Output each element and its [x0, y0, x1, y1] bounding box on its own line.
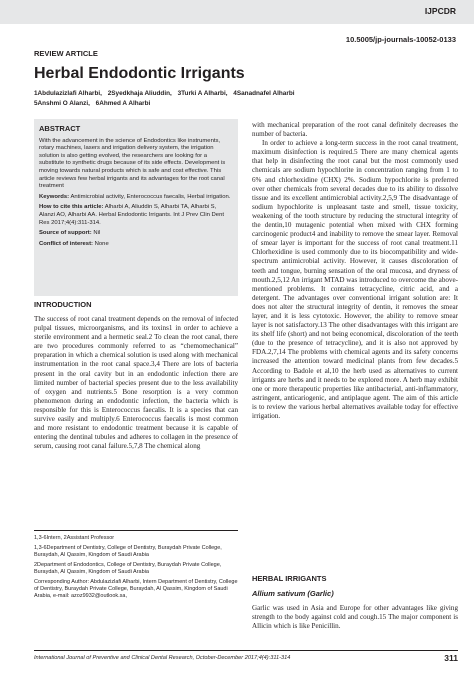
citation-text: Alharbi A, Aliuddin S, Alharbi TA, Alharbi S, Alanzi AO, Alharbi AA. Herbal Endodontic Irrigants. Int J Prev Clin Dent Res 2017;4(4):311-314.	[39, 204, 224, 226]
conflict-text: None	[94, 240, 109, 247]
article-title: Herbal Endodontic Irrigants	[34, 65, 245, 82]
footnote: 1,3-6Department of Dentistry, College of Dentistry, Buraydah Private College, Buraydah, Al Qassim, Kingdom of Saudi Arabia	[34, 545, 222, 558]
journal-abbreviation: IJPCDR	[424, 6, 456, 16]
support-label: Source of support:	[39, 230, 92, 237]
author: 3Turki A Alharbi,	[177, 90, 228, 97]
herbal-irrigants-heading: HERBAL IRRIGANTS	[252, 574, 327, 583]
header-band	[0, 0, 474, 24]
keywords	[39, 194, 233, 202]
abstract-body: With the advancement in the science of Endodontics like instruments, rotary machines, lasers and irrigation delivery system, the irrigation solution is also getting evolved, the researchers are looking for a substitute to synthetic drugs because of its side effects. Development is moving towards natural products which is safe and cost effective. This article reviews few herbal irrigants and its advantages for the root canal treatment	[39, 137, 226, 190]
support-text: Nil	[93, 230, 101, 237]
author: 1Abdulazizlafi Alharbi,	[34, 90, 102, 97]
footnote: 1,3-6Intern, 2Assistant Professor	[34, 535, 115, 541]
conflict-label: Conflict of interest:	[39, 240, 93, 247]
corresponding-author: Corresponding Author: Abdulazizlafi Alharbi, Intern Department of Dentistry, College of Dentistry, Buraydah Private College, Buraydah, Al Qassim, Kingdom of Saudi Arabia, e-mail: azoz9932@outlook.sa,	[34, 579, 238, 599]
paragraph: In order to achieve a long-term success in the root canal treatment, maximum disinfection is required.5 There are many chemical agents that help in disinfecting the root canal but the most commonly used chemicals are sodium hypochlorite in concentration ranging from 1 to 6% and chlorhexidine (CHX) 2%. Sodium hypochlorite is preferred over other chemicals from several decades due to its ability to dissolve tissue and its excellent antimicrobial activity.2,5,9 The disadvantage of sodium hypochlorite is unpleasant taste and smell, tissue toxicity, weakening of the tooth structure by reducing the structural integrity of the dentin,10 mutagenic potential when mixed with CHX forming carcinogenic product4 and inability to remove the smear layer. Removal of smear layer is important for the success of root canal treatment.11 Chlorhexidine is used commonly due to its biocompatibility and wide-spectrum antimicrobial activity. However, it causes discoloration of teeth and tongue, burning sensation of the oral mucosa, and dryness of mouth.2,5,12 An irrigant MTAD was introduced to overcome the above-mentioned problems. It contains tetracycline, citric acid, and a detergent. The advantages over conventional irrigant solution are: It does not alter the structural integrity of dentin, it removes the smear layer, and it is less cytotoxic. However, the ability to remove smear layer is not satisfactory.13 The other disadvantages with this irrigant are its shelf life (short) and not being economical, discoloration of the teeth (due to the presence of tetracycline), and it is also not approved by FDA.2,7,14 The problems with chemical agents and its safety concerns increased the attention toward medicinal plants from few decades.5 According to Badole et al,10 the herb used as alternatives to current irrigants are herbs and it needs to be explored more. A herb may exhibit one or more therapeutic properties like antibacterial, anti-inflammatory, astringent, anticariogenic, and antiplaque agent. The aim of this article is to review the various herbal alternatives available today for effective irrigation.	[252, 139, 458, 420]
introduction-body: The success of root canal treatment depends on the removal of infected pulpal tissues, microorganisms, and its toxins1 in order to achieve a sterile environment and a hermetic seal.2 To clean the root canal, there are two procedures commonly referred to as “chemomechanical” preparation in which a chemical solution is used along with mechanical instrumentation in the root canal space.3,4 There are lots of bacteria present in the oral cavity but in an endodontic infection there are limited number of bacterial species present due to the less availability of oxygen and nutrients.5 Bone resorption is a very common phenomenon during an endodontic infection, the bacteria which is responsible for this is Enterococcus faecalis. It is a species that can survive easily and multiply.6 Enterococcus faecalis is most common and more resistant to endodontic treatment because it is capable of entering the dentinal tubules and adheres to collagen in the presence of serum, causing root canal failure.5,7,8 The chemical along	[34, 315, 238, 451]
right-column-text	[252, 121, 458, 571]
footer-divider	[34, 650, 458, 651]
author: 6Ahmed A Alharbi	[95, 100, 151, 107]
introduction-heading: INTRODUCTION	[34, 300, 92, 309]
allium-sativum-heading: Allium sativum (Garlic)	[252, 589, 334, 598]
author: 5Anshmi O Alanzi,	[34, 100, 90, 107]
author-list	[34, 89, 444, 109]
footnote: 2Department of Endodontics, College of Dentistry, Buraydah Private College, Buraydah, Al Qassim, Kingdom of Saudi Arabia	[34, 562, 222, 575]
author: 4Sanadnafel Alharbi	[233, 90, 295, 97]
source-of-support	[39, 230, 233, 238]
abstract-heading: ABSTRACT	[39, 124, 81, 133]
citation	[39, 204, 233, 227]
footnotes	[34, 535, 238, 603]
conflict-of-interest	[39, 241, 233, 249]
abstract-box	[34, 119, 238, 296]
doi[interactable]: 10.5005/jp-journals-10052-0133	[345, 35, 456, 44]
author: 2Syedkhaja Aliuddin,	[107, 90, 172, 97]
paragraph: with mechanical preparation of the root canal definitely decreases the number of bacteria.	[252, 121, 458, 139]
article-type: REVIEW ARTICLE	[34, 49, 98, 58]
keywords-label: Keywords:	[39, 193, 70, 200]
page-number: 311	[444, 653, 458, 663]
journal-citation-footer: International Journal of Preventive and Clinical Dental Research, October-December 2017;4(4):311-314	[34, 655, 291, 661]
allium-sativum-body: Garlic was used in Asia and Europe for other advantages like giving strength to the body against cold and cough.15 The major component is Allicin which is like Penicillin.	[252, 604, 458, 631]
keywords-text: Antimicrobial activity, Enterococcus faecalis, Herbal irrigation.	[70, 193, 231, 200]
footnote-divider	[34, 530, 238, 531]
citation-label: How to cite this article:	[39, 204, 104, 211]
